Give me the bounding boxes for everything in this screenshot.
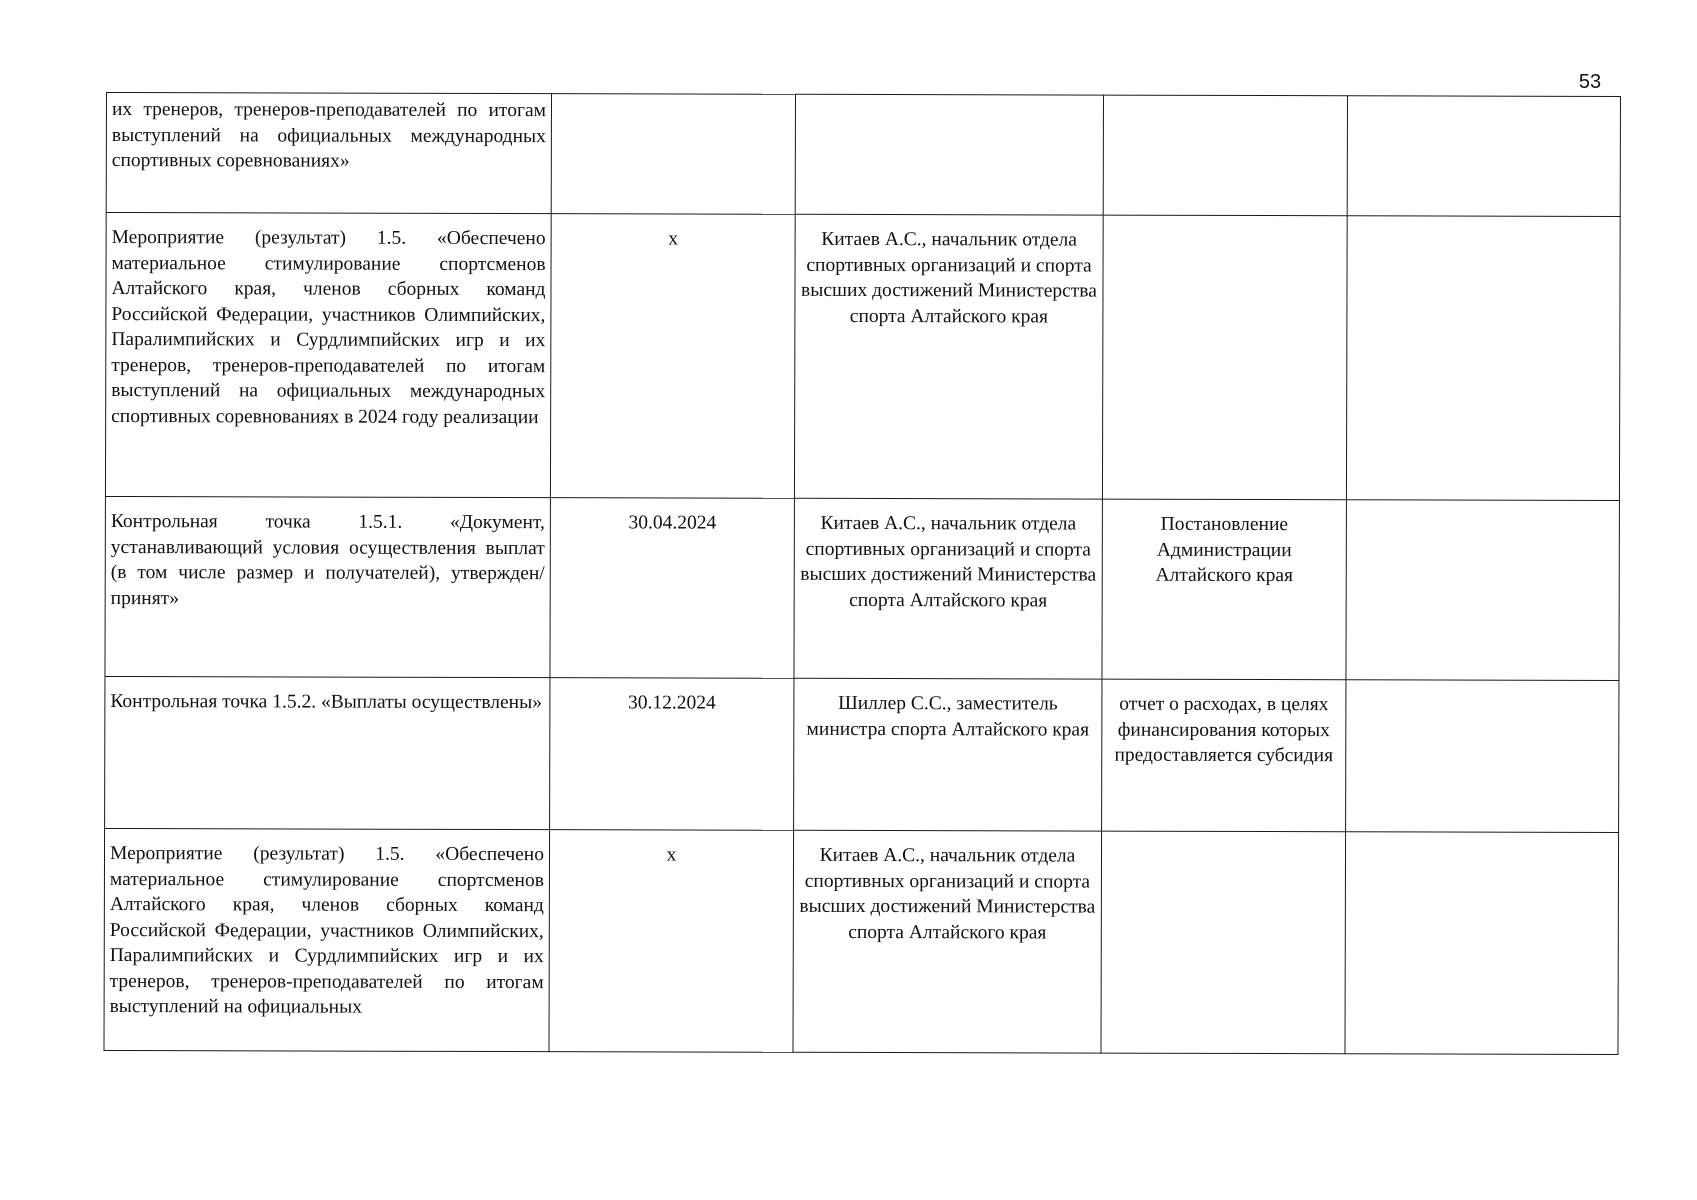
table-cell-document xyxy=(1103,95,1347,216)
cell-text: x xyxy=(668,228,679,250)
table-row xyxy=(105,496,1619,680)
table-cell-extra xyxy=(1346,216,1620,501)
cell-text: Контрольная точка 1.5.2. «Выплаты осуществлены» xyxy=(110,691,543,714)
cell-text: отчет о расходах, в целях финансирования которых предоставляется субсидия xyxy=(1114,693,1334,767)
table-cell-document xyxy=(1102,215,1347,500)
table-cell-description xyxy=(106,93,551,214)
table-cell-extra xyxy=(1345,832,1619,1055)
cell-text xyxy=(1352,512,1614,513)
cell-text: x xyxy=(666,844,677,866)
cell-text: Постановление Администрации Алтайского края xyxy=(1155,513,1294,587)
table-cell-date xyxy=(550,678,794,831)
table-cell-document xyxy=(1101,831,1346,1054)
table-row xyxy=(105,213,1620,501)
cell-text: 30.12.2024 xyxy=(628,692,716,714)
table-cell-responsible xyxy=(793,830,1102,1053)
table-cell-responsible xyxy=(794,498,1102,679)
table-row xyxy=(105,676,1619,832)
table-cell-date xyxy=(550,498,794,679)
table-cell-extra xyxy=(1346,680,1619,833)
cell-text xyxy=(1351,692,1613,693)
table-cell-responsible xyxy=(794,214,1103,499)
table-cell-description xyxy=(105,676,550,829)
table-cell-description xyxy=(104,828,550,1051)
cell-text xyxy=(1353,100,1615,101)
table-cell-date xyxy=(550,214,795,499)
cell-text xyxy=(1109,228,1342,229)
cell-text: Мероприятие (результат) 1.5. «Обеспечено материальное стимулирование спортсменов Алтайского края, членов сборных команд Российской Федерации, участников Олимпийских, Паралимпийских и Сурдлимпийских игр и их тренеров, тренеров-преподавателей по итогам выступлений на официальных международных спортивных соревнованиях в 2024 году реализации xyxy=(111,227,546,428)
cell-text: Мероприятие (результат) 1.5. «Обеспечено материальное стимулирование спортсменов Алтайского края, членов сборных команд Российской Федерации, участников Олимпийских, Паралимпийских и Сурдлимпийских игр и их тренеров, тренеров-преподавателей по итогам выступлений на официальных xyxy=(109,843,545,1018)
table-cell-responsible xyxy=(794,678,1102,831)
cell-text xyxy=(1351,844,1613,845)
table-cell-extra xyxy=(1346,500,1619,681)
cell-text: их тренеров, тренеров-преподавателей по итогам выступлений на официальных международных спортивных соревнованиях» xyxy=(111,99,546,172)
table-cell-document xyxy=(1102,499,1346,680)
cell-text xyxy=(1109,100,1342,101)
table-cell-document xyxy=(1102,679,1346,832)
table-cell-description xyxy=(105,496,550,677)
page-number: 53 xyxy=(1578,71,1602,93)
table-cell-extra xyxy=(1347,96,1620,217)
cell-text: Китаев А.С., начальник отдела спортивных организаций и спорта высших достижений Министерства спорта Алтайского края xyxy=(801,228,1097,327)
plan-table xyxy=(103,92,1621,1055)
cell-text xyxy=(801,99,1098,100)
cell-text: Шиллер С.С., заместитель министра спорта Алтайского края xyxy=(806,692,1090,741)
cell-text xyxy=(557,98,790,99)
table-cell-date xyxy=(551,94,795,215)
table-cell-responsible xyxy=(795,94,1103,215)
table-cell-description xyxy=(105,213,551,498)
table-row xyxy=(104,828,1619,1054)
table-cell-date xyxy=(549,830,794,1053)
cell-text: Китаев А.С., начальник отдела спортивных организаций и спорта высших достижений Министерства спорта Алтайского края xyxy=(800,512,1097,611)
table-row xyxy=(106,93,1620,217)
cell-text: 30.04.2024 xyxy=(628,512,717,534)
cell-text xyxy=(1107,844,1340,845)
cell-text: Контрольная точка 1.5.1. «Документ, устанавливающий условия осуществления выплат (в том числе размер и получателей), утвержден/принят» xyxy=(110,511,545,609)
cell-text: Китаев А.С., начальник отдела спортивных организаций и спорта высших достижений Министерства спорта Алтайского края xyxy=(799,844,1096,943)
cell-text xyxy=(1353,228,1615,229)
